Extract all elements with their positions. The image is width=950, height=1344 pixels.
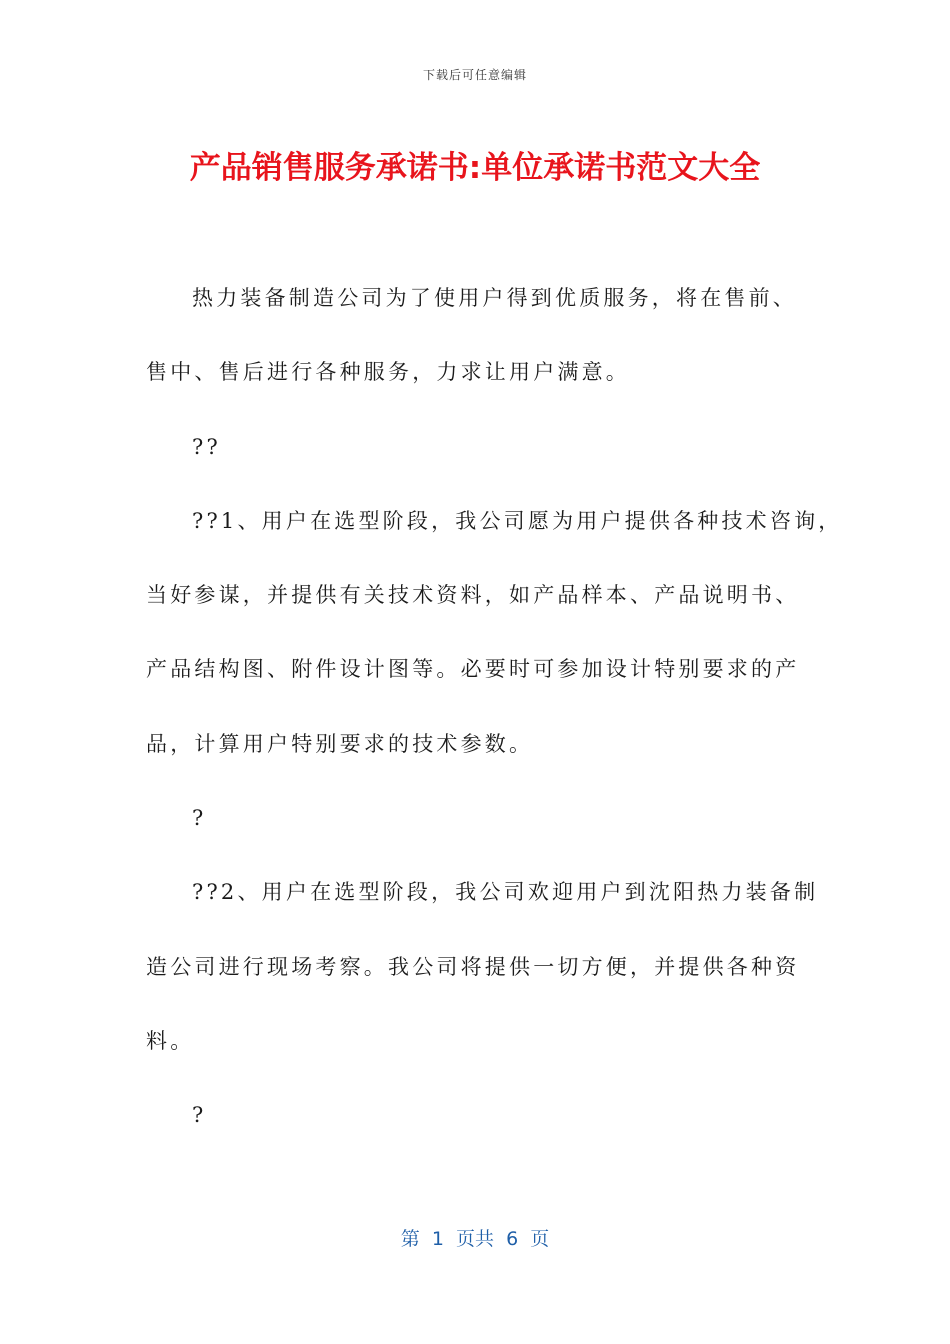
paragraph-line: 热力装备制造公司为了使用户得到优质服务，将在售前、	[192, 286, 797, 310]
paragraph-line: 产品结构图、附件设计图等。必要时可参加设计特别要求的产	[146, 657, 800, 682]
header-note: 下载后可任意编辑	[422, 68, 527, 82]
document-title: 产品销售服务承诺书:单位承诺书范文大全	[189, 150, 761, 186]
paragraph-line: ??2、用户在选型阶段，我公司欢迎用户到沈阳热力装备制	[192, 880, 819, 905]
document-body	[146, 270, 843, 1162]
paragraph-line: ?	[192, 1103, 207, 1128]
paragraph-line: ??1、用户在选型阶段，我公司愿为用户提供各种技术咨询，	[192, 508, 843, 533]
paragraph-line: 售中、售后进行各种服务，力求让用户满意。	[146, 360, 630, 385]
paragraph-line: ??	[192, 434, 221, 459]
paragraph-line: 造公司进行现场考察。我公司将提供一切方便，并提供各种资	[146, 954, 800, 979]
paragraph-line: 品，计算用户特别要求的技术参数。	[146, 731, 534, 756]
paragraph-line: 当好参谋，并提供有关技术资料，如产品样本、产品说明书、	[146, 583, 800, 608]
page-number-footer: 第 1 页共 6 页	[400, 1228, 550, 1250]
paragraph-line: 料。	[146, 1028, 195, 1053]
paragraph-line: ?	[192, 806, 207, 831]
